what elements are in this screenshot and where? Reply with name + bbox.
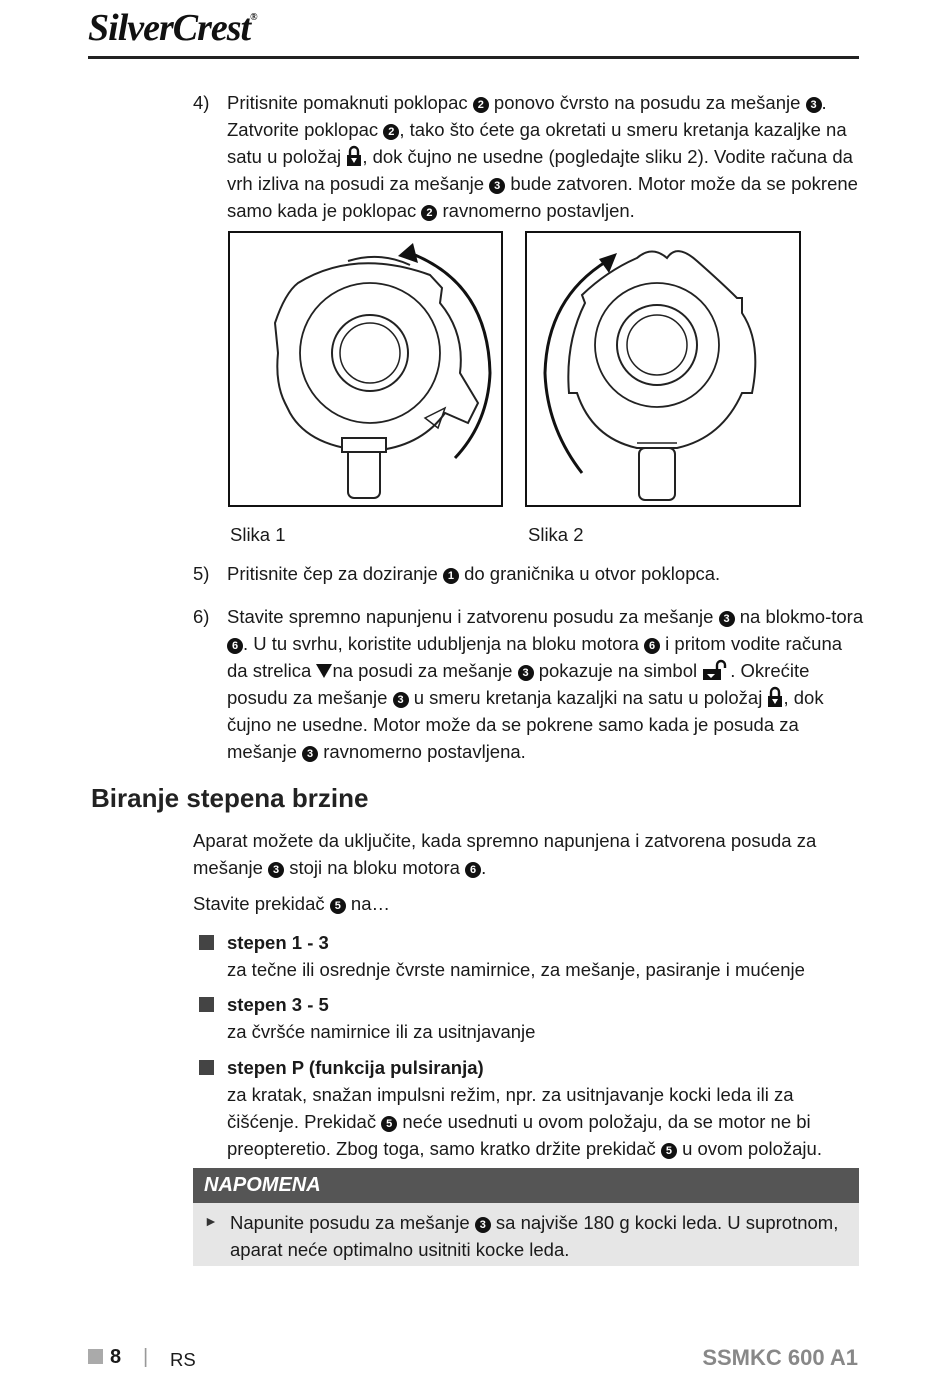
- figure-2-drawing: [527, 233, 799, 505]
- ref-number: 6: [644, 638, 660, 654]
- ref-number: 3: [268, 862, 284, 878]
- bullet-square: [199, 935, 214, 950]
- ref-number: 6: [465, 862, 481, 878]
- ref-number: 3: [518, 665, 534, 681]
- step-5-text: Pritisnite čep za doziranje 1 do graničnika u otvor poklopca.: [227, 563, 721, 584]
- bullet-square: [199, 997, 214, 1012]
- lock-open-icon: [702, 659, 730, 681]
- ref-number: 5: [381, 1116, 397, 1132]
- ref-number: 5: [330, 898, 346, 914]
- brand-logo: SilverCrest®: [88, 7, 257, 49]
- section-intro: Aparat možete da uključite, kada spremno napunjena i zatvorena posuda za mešanje 3 stoji na bloku motora 6 .: [193, 830, 817, 878]
- figure-2-caption: Slika 2: [528, 524, 584, 545]
- ref-number: 3: [393, 692, 409, 708]
- lock-closed-icon: [767, 686, 783, 708]
- bullet-square: [199, 1060, 214, 1075]
- ref-number: 1: [443, 568, 459, 584]
- figure-1-caption: Slika 1: [230, 524, 286, 545]
- header-rule: [88, 56, 859, 59]
- switch-instruction: Stavite prekidač 5 na…: [193, 893, 390, 914]
- figure-2: [525, 231, 801, 507]
- triangle-arrow-icon: ►: [204, 1213, 218, 1229]
- ref-number: 3: [302, 746, 318, 762]
- ref-number: 6: [227, 638, 243, 654]
- page-number: 8: [110, 1346, 122, 1368]
- note-text: Napunite posudu za mešanje 3 sa najviše 180 g kocki leda. U suprotnom, aparat neće optimalno usitniti kocke leda.: [230, 1212, 839, 1260]
- ref-number: 3: [719, 611, 735, 627]
- ref-number: 2: [473, 97, 489, 113]
- note-header: NAPOMENA: [193, 1168, 859, 1203]
- note-body: [193, 1203, 859, 1266]
- footer-model: SSMKC 600 A1: [702, 1345, 858, 1370]
- lock-closed-icon: [346, 145, 362, 167]
- figure-1-drawing: [230, 233, 501, 505]
- footer-language: RS: [170, 1349, 196, 1370]
- ref-number: 5: [661, 1143, 677, 1159]
- ref-number: 3: [806, 97, 822, 113]
- arrow-down-icon: [316, 664, 332, 678]
- ref-number: 3: [489, 178, 505, 194]
- footer-separator: |: [143, 1346, 149, 1368]
- ref-number: 2: [383, 124, 399, 140]
- figure-1: [228, 231, 503, 507]
- step-4-text: Pritisnite pomaknuti poklopac 2 ponovo čvrsto na posudu za mešanje 3 . Zatvorite poklopac 2 , tako što ćete ga okretati u smeru kretanja kazaljke na satu u položaj , dok čujno ne usedne (pogledajte sliku 2). Vodite računa da vrh izliva na posudi za mešanje 3 bude zatvoren. Motor može da se pokrene samo kada je poklopac 2 ravnomerno postavljen.: [227, 92, 858, 221]
- footer-square: [88, 1349, 103, 1364]
- step-6-text: Stavite spremno napunjenu i zatvorenu posudu za mešanje 3 na blokmo-tora 6 . U tu svrhu, koristite udubljenja na bloku motora 6 i pritom vodite računa da strelica na posudi za mešanje 3 pokazuje na simbol . Okrećite posudu za mešanje 3 u smeru kretanja kazaljki na satu u položaj , dok čujno ne usedne. Motor može da se pokrene samo kada je posuda za mešanje 3 ravnomerno postavljena.: [227, 606, 864, 762]
- ref-number: 3: [475, 1217, 491, 1233]
- ref-number: 2: [421, 205, 437, 221]
- section-heading: Biranje stepena brzine: [91, 783, 369, 813]
